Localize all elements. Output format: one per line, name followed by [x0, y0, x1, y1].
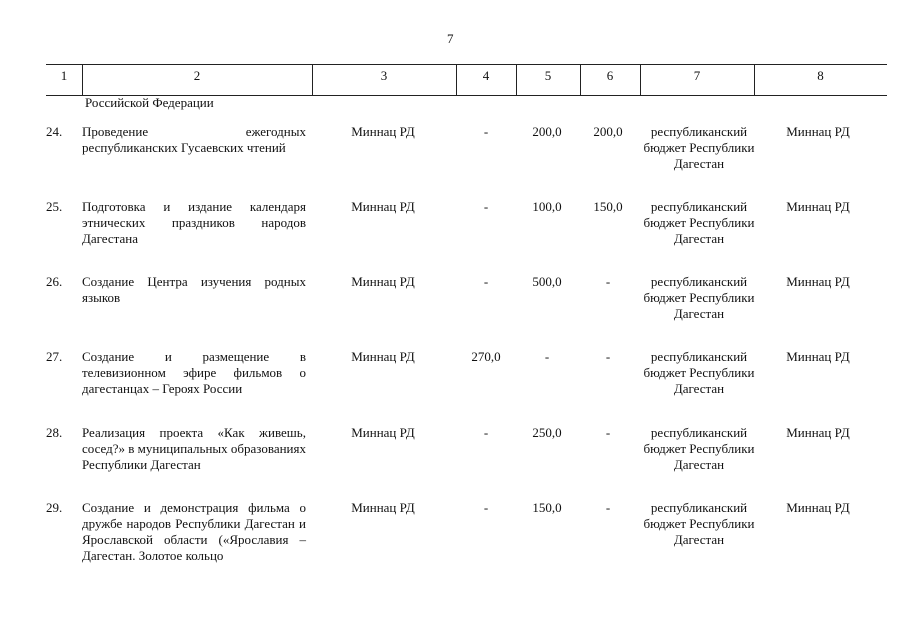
- executor: Миннац РД: [351, 500, 415, 515]
- responsible: Миннац РД: [786, 199, 850, 214]
- value-col-5: 200,0: [532, 124, 562, 139]
- table-top-border: [46, 64, 887, 65]
- value-col-6: -: [605, 274, 611, 289]
- row-number: 24.: [46, 124, 63, 139]
- activity-name: Подготовка и издание календаря этнических праздников народов Дагестана: [82, 199, 306, 246]
- responsible: Миннац РД: [786, 425, 850, 440]
- responsible: Миннац РД: [786, 500, 850, 515]
- value-col-4: -: [483, 274, 489, 289]
- value-col-6: 200,0: [593, 124, 623, 139]
- activity-name: Создание Центра изучения родных языков: [82, 274, 306, 305]
- value-col-4: -: [483, 425, 489, 440]
- row-number: 29.: [46, 500, 63, 515]
- header-col-2: 2: [193, 68, 201, 83]
- value-col-5: 250,0: [532, 425, 562, 440]
- table-row: [0, 500, 905, 575]
- value-col-6: -: [605, 500, 611, 515]
- executor: Миннац РД: [351, 274, 415, 289]
- funding-source: республиканский бюджет Республики Дагестан: [643, 274, 755, 321]
- value-col-4: 270,0: [471, 349, 501, 364]
- value-col-4: -: [483, 199, 489, 214]
- table-row: [0, 349, 905, 424]
- responsible: Миннац РД: [786, 274, 850, 289]
- value-col-4: -: [483, 124, 489, 139]
- value-col-5: 100,0: [532, 199, 562, 214]
- header-col-6: 6: [606, 68, 614, 83]
- executor: Миннац РД: [351, 349, 415, 364]
- header-col-7: 7: [693, 68, 701, 83]
- row-number: 28.: [46, 425, 63, 440]
- header-col-5: 5: [544, 68, 552, 83]
- responsible: Миннац РД: [786, 124, 850, 139]
- page-number: 7: [447, 31, 454, 46]
- value-col-5: 500,0: [532, 274, 562, 289]
- table-row: [0, 425, 905, 500]
- value-col-6: -: [605, 349, 611, 364]
- table-row: [0, 199, 905, 274]
- funding-source: республиканский бюджет Республики Дагестан: [643, 349, 755, 396]
- activity-name: Проведение ежегодных республиканских Гусаевских чтений: [82, 124, 306, 155]
- funding-source: республиканский бюджет Республики Дагестан: [643, 199, 755, 246]
- value-col-4: -: [483, 500, 489, 515]
- value-col-6: -: [605, 425, 611, 440]
- responsible: Миннац РД: [786, 349, 850, 364]
- funding-source: республиканский бюджет Республики Дагестан: [643, 500, 755, 547]
- header-col-4: 4: [482, 68, 490, 83]
- value-col-5: 150,0: [532, 500, 562, 515]
- activity-name: Создание и размещение в телевизионном эфире фильмов о дагестанцах – Героях России: [82, 349, 306, 396]
- row-number: 26.: [46, 274, 63, 289]
- continuation-text: Российской Федерации: [85, 95, 214, 110]
- activity-name: Создание и демонстрация фильма о дружбе народов Республики Дагестан и Ярославской области («Ярославия – Дагестан. Золотое кольцо: [82, 500, 306, 563]
- header-col-3: 3: [380, 68, 388, 83]
- executor: Миннац РД: [351, 199, 415, 214]
- executor: Миннац РД: [351, 425, 415, 440]
- table-row: [0, 274, 905, 349]
- table-row: [0, 124, 905, 199]
- value-col-6: 150,0: [593, 199, 623, 214]
- activity-name: Реализация проекта «Как живешь, сосед?» в муниципальных образованиях Республики Дагестан: [82, 425, 306, 472]
- funding-source: республиканский бюджет Республики Дагестан: [643, 124, 755, 171]
- header-col-8: 8: [817, 68, 824, 83]
- row-number: 25.: [46, 199, 63, 214]
- header-col-1: 1: [60, 68, 68, 83]
- row-number: 27.: [46, 349, 63, 364]
- value-col-5: -: [544, 349, 550, 364]
- executor: Миннац РД: [351, 124, 415, 139]
- funding-source: республиканский бюджет Республики Дагестан: [643, 425, 755, 472]
